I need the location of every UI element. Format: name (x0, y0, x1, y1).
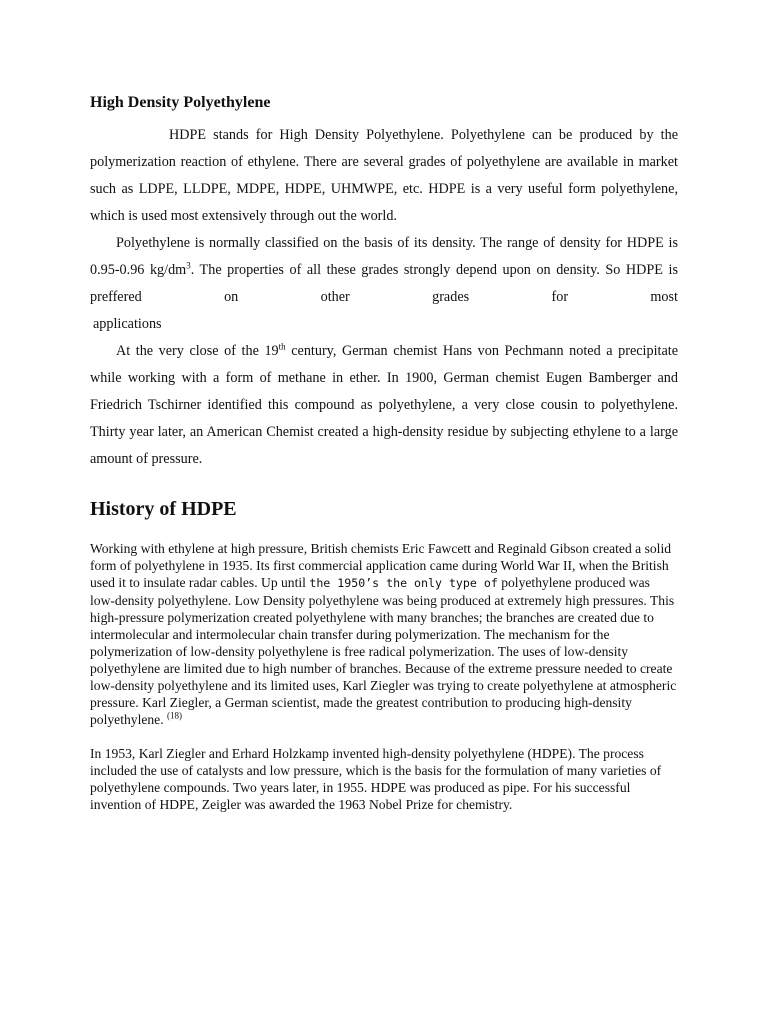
citation-reference: (18) (167, 710, 183, 721)
section-heading-hdpe: High Density Polyethylene (90, 94, 271, 111)
history-section (90, 540, 678, 830)
history-paragraph-2: In 1953, Karl Ziegler and Erhard Holzkamp invented high-density polyethylene (HDPE). The process included the use of catalysts and low pressure, which is the basis for the formulation of many varieties of polyethylene compounds. Two years later, in 1955. HDPE was produced as pipe. For his successful invention of HDPE, Zeigler was awarded the 1963 Nobel Prize for chemistry. (90, 746, 662, 812)
monospace-fragment: the 1950’s the only type of (309, 576, 498, 590)
intro-paragraph-2: Polyethylene is normally classified on the basis of its density. The range of density for HDPE is 0.95-0.96 $kg/dm^3$. The properties of all these grades strongly depend upon on density. So HDPE is preffered on other grades for most (90, 235, 678, 305)
intro-section (90, 122, 678, 473)
history-paragraph-1: Working with ethylene at high pressure, British chemists Eric Fawcett and Reginald Gibson created a solid form of polyethylene in 1935. Its first commercial application came during World War II, when the British used it to insulate radar cables. Up until the 1950’s the only type of polyethylene produced was low-density polyethylene. Low Density polyethylene was being produced at extremely high pressures. This high-pressure polymerization created polyethylene with many branches; the branches are created due to intermolecular and intermolecular chain transfer during polymerization. The mechanism for the polymerization of low-density polyethylene is free radical polymerization. The uses of low-density polyethylene are limited due to high number of branches. Because of the extreme pressure needed to create low-density polyethylene and its limited uses, Karl Ziegler was trying to create polyethylene at atmospheric pressure. Karl Ziegler, a German scientist, made the greatest contribution to producing high-density polyethylene. $^{(18)}$ (90, 541, 677, 727)
intro-paragraph-2-continuation: applications (93, 316, 162, 332)
superscript-3: 3 (186, 260, 191, 271)
superscript-th: th (278, 341, 286, 352)
section-heading-history: History of HDPE (90, 498, 237, 520)
intro-paragraph-1: HDPE stands for High Density Polyethylene. Polyethylene can be produced by the polymerization reaction of ethylene. There are several grades of polyethylene are available in market such as LDPE, LLDPE, MDPE, HDPE, UHMWPE, etc. HDPE is a very useful form polyethylene, which is used most extensively through out the world. (90, 127, 678, 224)
intro-paragraph-3: At the very close of the 19th century, German chemist Hans von Pechmann noted a precipitate while working with a form of methane in ether. In 1900, German chemist Eugen Bamberger and Friedrich Tschirner identified this compound as polyethylene, a very close cousin to polyethylene. Thirty year later, an American Chemist created a high-density residue by subjecting ethylene to a large amount of pressure. (90, 341, 678, 467)
